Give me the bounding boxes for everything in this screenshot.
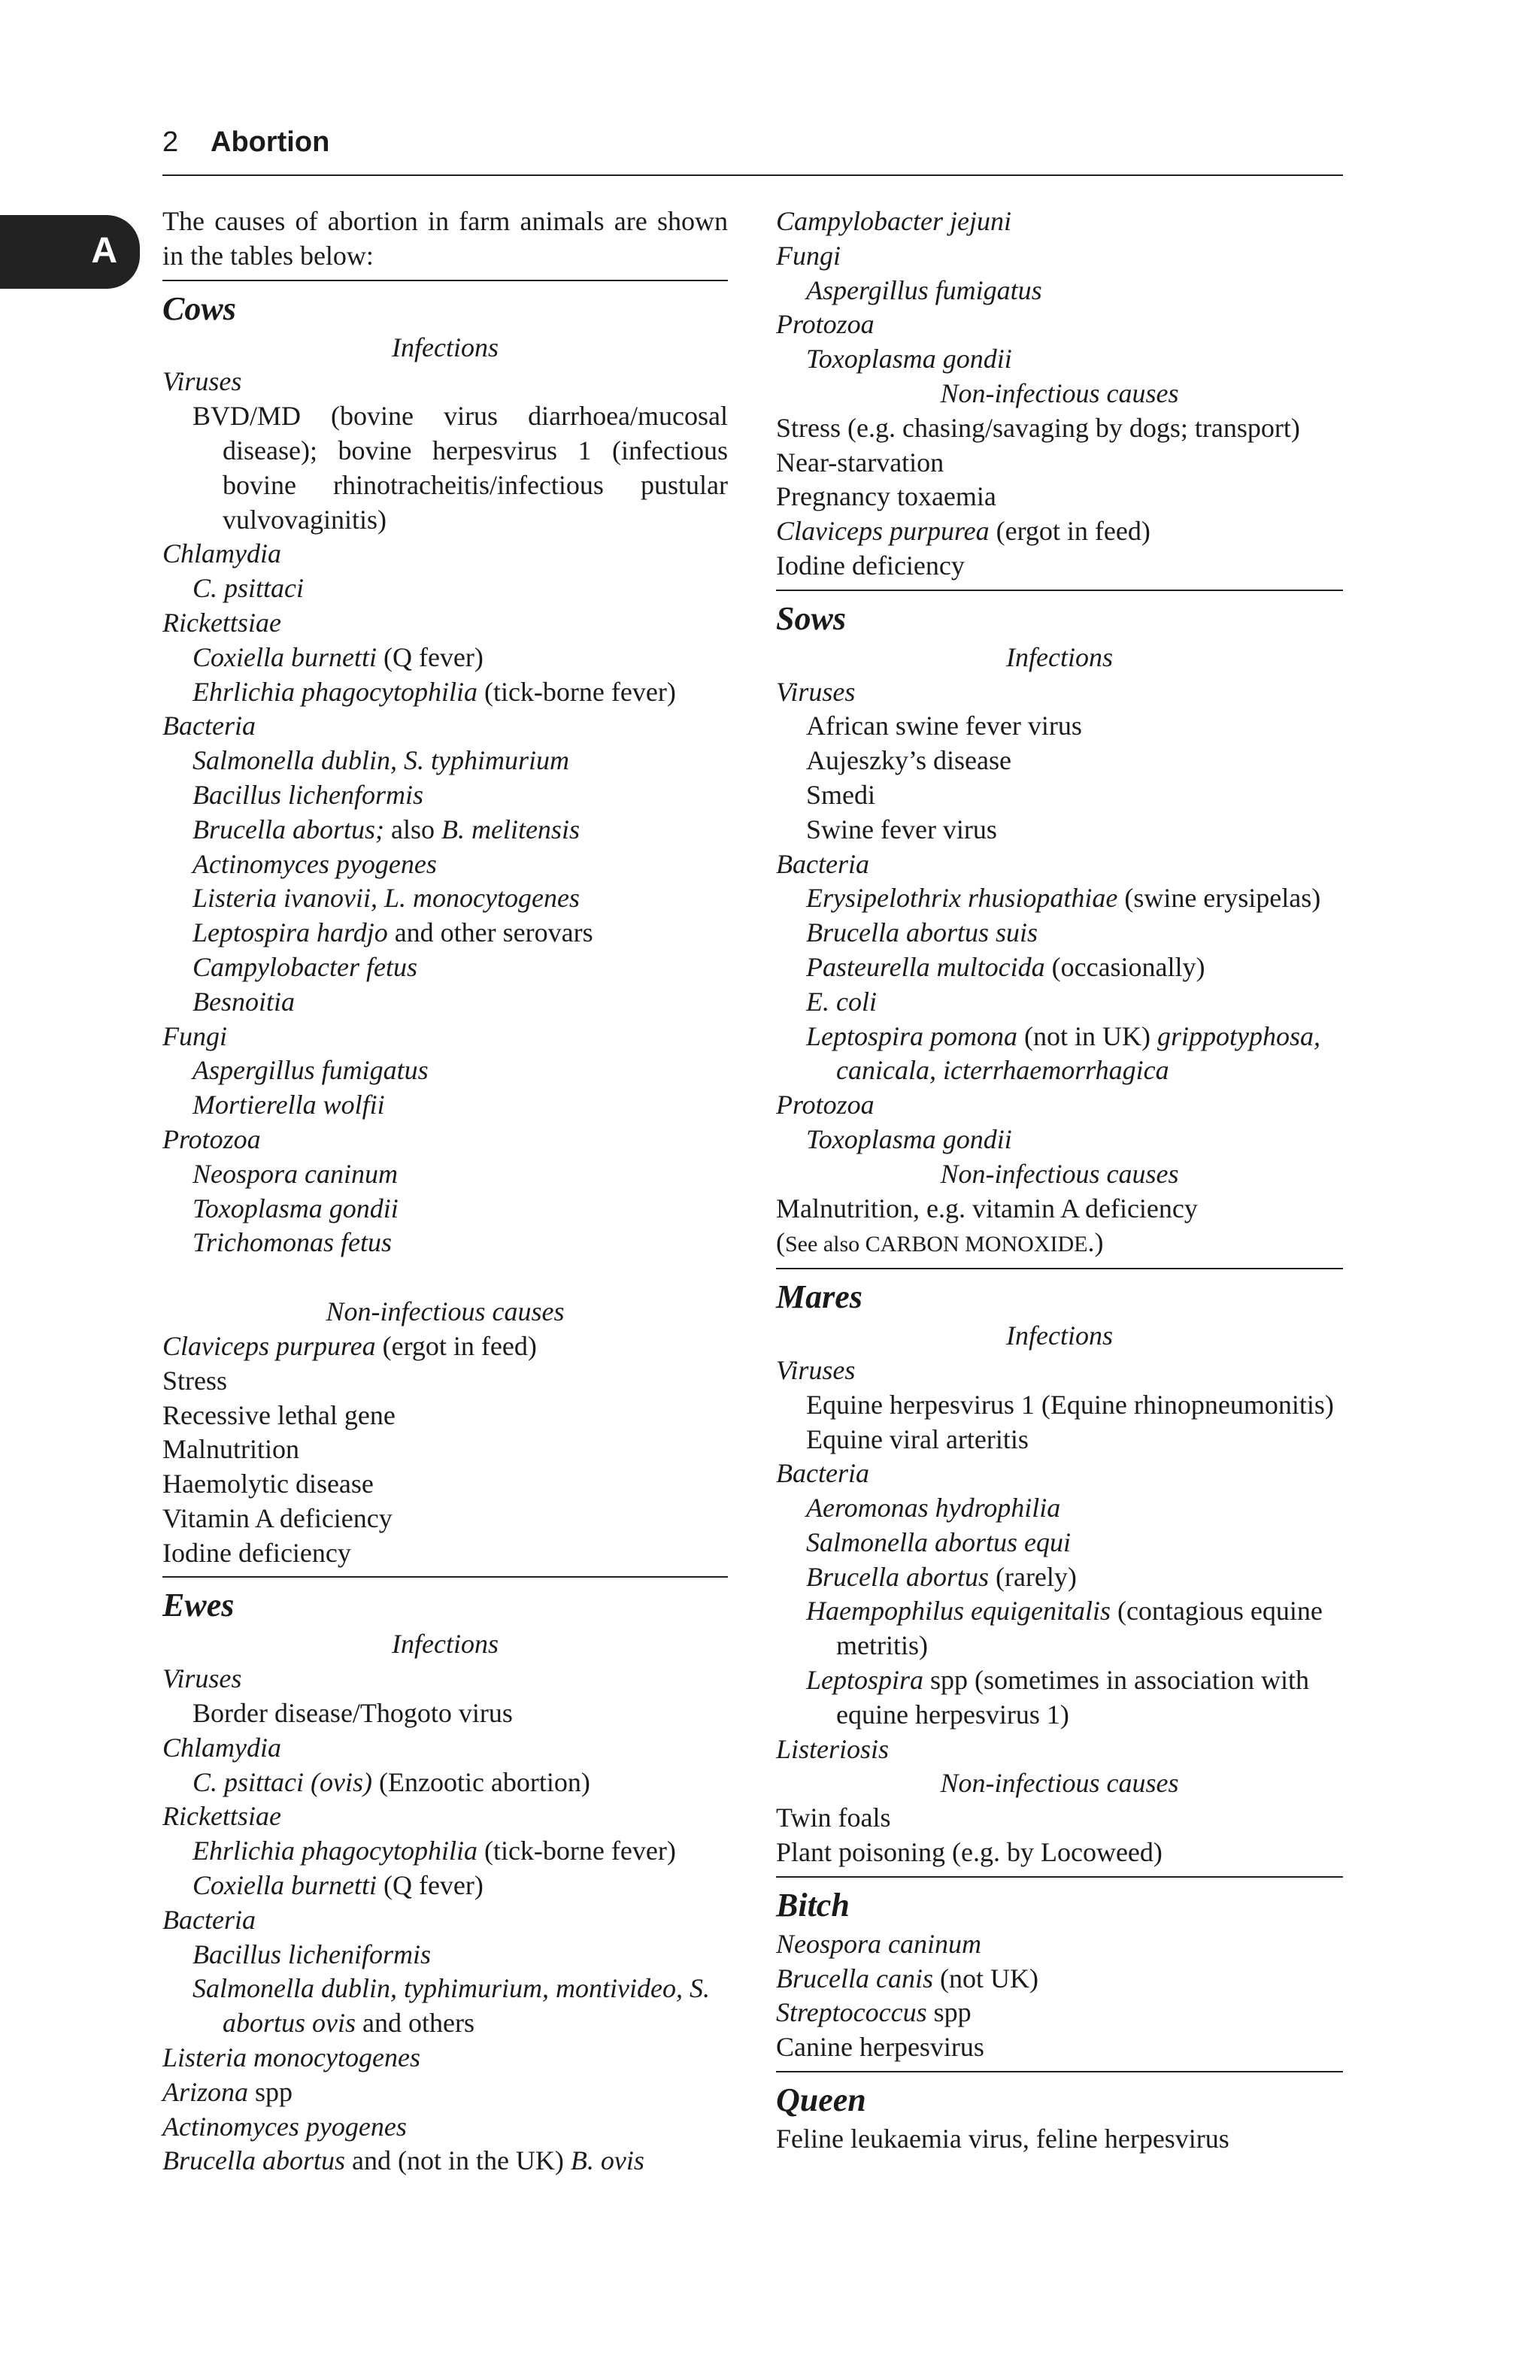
section-title-queen: Queen (776, 2081, 866, 2119)
category: Fungi (776, 240, 841, 271)
list-item: Aspergillus fumigatus (192, 1055, 429, 1086)
category: Bacteria (776, 848, 869, 879)
page-number: 2 (162, 126, 179, 158)
category: Bacteria (162, 1904, 256, 1935)
list-item: Swine fever virus (806, 814, 997, 844)
list-item: Bacillus lichenformis (192, 779, 423, 810)
list-item: Coxiella burnetti (Q fever) (192, 1870, 484, 1901)
right-column (776, 205, 1343, 2157)
list-item: Stress (e.g. chasing/savaging by dogs; transport) (776, 412, 1300, 443)
list-item: Equine viral arteritis (806, 1423, 1029, 1454)
divider (776, 1876, 1343, 1878)
list-item: Stress (162, 1365, 228, 1396)
list-item: Malnutrition (162, 1434, 299, 1465)
list-item: E. coli (806, 986, 877, 1017)
list-item: Canine herpesvirus (776, 2032, 984, 2063)
list-item: BVD/MD (bovine virus diarrhoea/mucosal disease); bovine herpesvirus 1 (infectious bovine rhinotracheitis/infectious pustular vulvovaginitis) (192, 401, 728, 535)
section-title-sows: Sows (776, 599, 846, 637)
list-item: Pasteurella multocida (occasionally) (806, 951, 1205, 982)
list-item: Claviceps purpurea (ergot in feed) (162, 1330, 537, 1361)
list-item: Toxoplasma gondii (192, 1193, 399, 1223)
category: Viruses (776, 1354, 856, 1385)
subheading: Non-infectious causes (326, 1296, 565, 1327)
list-item: Actinomyces pyogenes (162, 2111, 407, 2142)
category: Rickettsiae (162, 607, 281, 638)
list-item: Besnoitia (192, 986, 295, 1017)
thumb-index-letter: A (91, 231, 117, 271)
list-item: Border disease/Thogoto virus (192, 1698, 513, 1729)
subheading: Non-infectious causes (940, 1768, 1179, 1799)
list-item: Salmonella dublin, S. typhimurium (192, 745, 569, 776)
category: Chlamydia (162, 1732, 281, 1763)
section-title-cows: Cows (162, 290, 236, 327)
list-item: Brucella abortus (rarely) (806, 1561, 1077, 1592)
list-item: Arizona spp (162, 2076, 293, 2107)
list-item: Bacillus licheniformis (192, 1939, 431, 1969)
list-item: African swine fever virus (806, 711, 1082, 741)
list-item: Neospora caninum (192, 1158, 398, 1189)
list-item: Salmonella dublin, typhimurium, montivideo, S. abortus ovis and others (192, 1973, 710, 2039)
category: Listeriosis (776, 1733, 890, 1764)
list-item: Near-starvation (776, 447, 944, 478)
subheading: Infections (392, 1629, 499, 1660)
list-item: Plant poisoning (e.g. by Locoweed) (776, 1837, 1163, 1868)
list-item: Pregnancy toxaemia (776, 481, 996, 512)
list-item: Aspergillus fumigatus (806, 274, 1042, 305)
category: Chlamydia (162, 538, 281, 569)
list-item: Trichomonas fetus (192, 1227, 393, 1258)
list-item: Brucella canis (not UK) (776, 1963, 1038, 1993)
category: Bacteria (776, 1458, 869, 1489)
list-item: Malnutrition, e.g. vitamin A deficiency (776, 1193, 1198, 1223)
page-title: Abortion (211, 126, 330, 158)
divider (162, 1576, 728, 1578)
list-item: Iodine deficiency (162, 1537, 351, 1568)
list-item: Mortierella wolfii (192, 1090, 385, 1120)
divider (776, 590, 1343, 591)
category: Rickettsiae (162, 1801, 281, 1832)
divider (162, 280, 728, 281)
category: Protozoa (776, 1090, 875, 1120)
category: Viruses (162, 366, 242, 397)
list-item: Brucella abortus; also B. melitensis (192, 814, 580, 844)
divider (776, 1268, 1343, 1269)
list-item: Aeromonas hydrophilia (806, 1493, 1061, 1524)
list-item: Iodine deficiency (776, 550, 965, 581)
category: Protozoa (162, 1123, 261, 1154)
list-item: Toxoplasma gondii (806, 344, 1012, 374)
divider (776, 2071, 1343, 2072)
list-item: Campylobacter jejuni (776, 206, 1011, 236)
list-item: Claviceps purpurea (ergot in feed) (776, 516, 1150, 547)
intro-text: The causes of abortion in farm animals are shown in the tables below: (162, 206, 728, 271)
list-item: Equine herpesvirus 1 (Equine rhinopneumonitis) (806, 1389, 1334, 1420)
list-item: Twin foals (776, 1802, 891, 1833)
list-item: Smedi (806, 779, 876, 810)
list-item: Erysipelothrix rhusiopathiae (swine erysipelas) (806, 883, 1321, 914)
category: Viruses (776, 676, 856, 707)
list-item: Toxoplasma gondii (806, 1123, 1012, 1154)
list-item: Haemolytic disease (162, 1469, 374, 1499)
list-item: Neospora caninum (776, 1928, 981, 1959)
cross-reference: (See also CARBON MONOXIDE.) (776, 1227, 1104, 1258)
section-title-bitch: Bitch (776, 1886, 850, 1924)
list-item: Leptospira hardjo and other serovars (192, 917, 593, 948)
list-item: Vitamin A deficiency (162, 1502, 393, 1533)
section-title-ewes: Ewes (162, 1587, 235, 1624)
list-item: Recessive lethal gene (162, 1399, 396, 1430)
list-item: Salmonella abortus equi (806, 1527, 1071, 1557)
subheading: Infections (1006, 641, 1113, 672)
left-column (162, 205, 728, 2178)
list-item: Listeria ivanovii, L. monocytogenes (192, 883, 580, 914)
list-item: Ehrlichia phagocytophilia (tick-borne fever) (192, 676, 676, 707)
list-item: Actinomyces pyogenes (192, 848, 437, 879)
spacer (162, 1260, 728, 1295)
category: Viruses (162, 1663, 242, 1694)
list-item: Leptospira pomona (not in UK) grippotyphosa, canicala, icterrhaemorrhagica (806, 1020, 1321, 1086)
section-title-mares: Mares (776, 1278, 862, 1316)
subheading: Infections (1006, 1320, 1113, 1351)
list-item: Haempophilus equigenitalis (contagious equine metritis) (806, 1596, 1323, 1661)
list-item: Leptospira spp (sometimes in association with equine herpesvirus 1) (806, 1665, 1309, 1730)
list-item: Coxiella burnetti (Q fever) (192, 641, 484, 672)
list-item: Streptococcus spp (776, 1997, 972, 2028)
subheading: Non-infectious causes (940, 1158, 1179, 1189)
list-item: Ehrlichia phagocytophilia (tick-borne fever) (192, 1836, 676, 1866)
subheading: Non-infectious causes (940, 377, 1179, 408)
category: Bacteria (162, 711, 256, 741)
list-item: Campylobacter fetus (192, 951, 417, 982)
list-item: Brucella abortus suis (806, 917, 1038, 948)
list-item: Feline leukaemia virus, feline herpesvirus (776, 2124, 1229, 2154)
category: Fungi (162, 1020, 227, 1051)
list-item: C. psittaci (192, 573, 305, 604)
list-item: Aujeszky’s disease (806, 745, 1011, 776)
list-item: Brucella abortus and (not in the UK) B. ovis (162, 2145, 644, 2176)
list-item: Listeria monocytogenes (162, 2042, 420, 2073)
thumb-index-tab (0, 215, 140, 289)
subheading: Infections (392, 332, 499, 362)
category: Protozoa (776, 309, 875, 340)
running-header (162, 126, 1343, 176)
list-item: C. psittaci (ovis) (Enzootic abortion) (192, 1766, 590, 1797)
